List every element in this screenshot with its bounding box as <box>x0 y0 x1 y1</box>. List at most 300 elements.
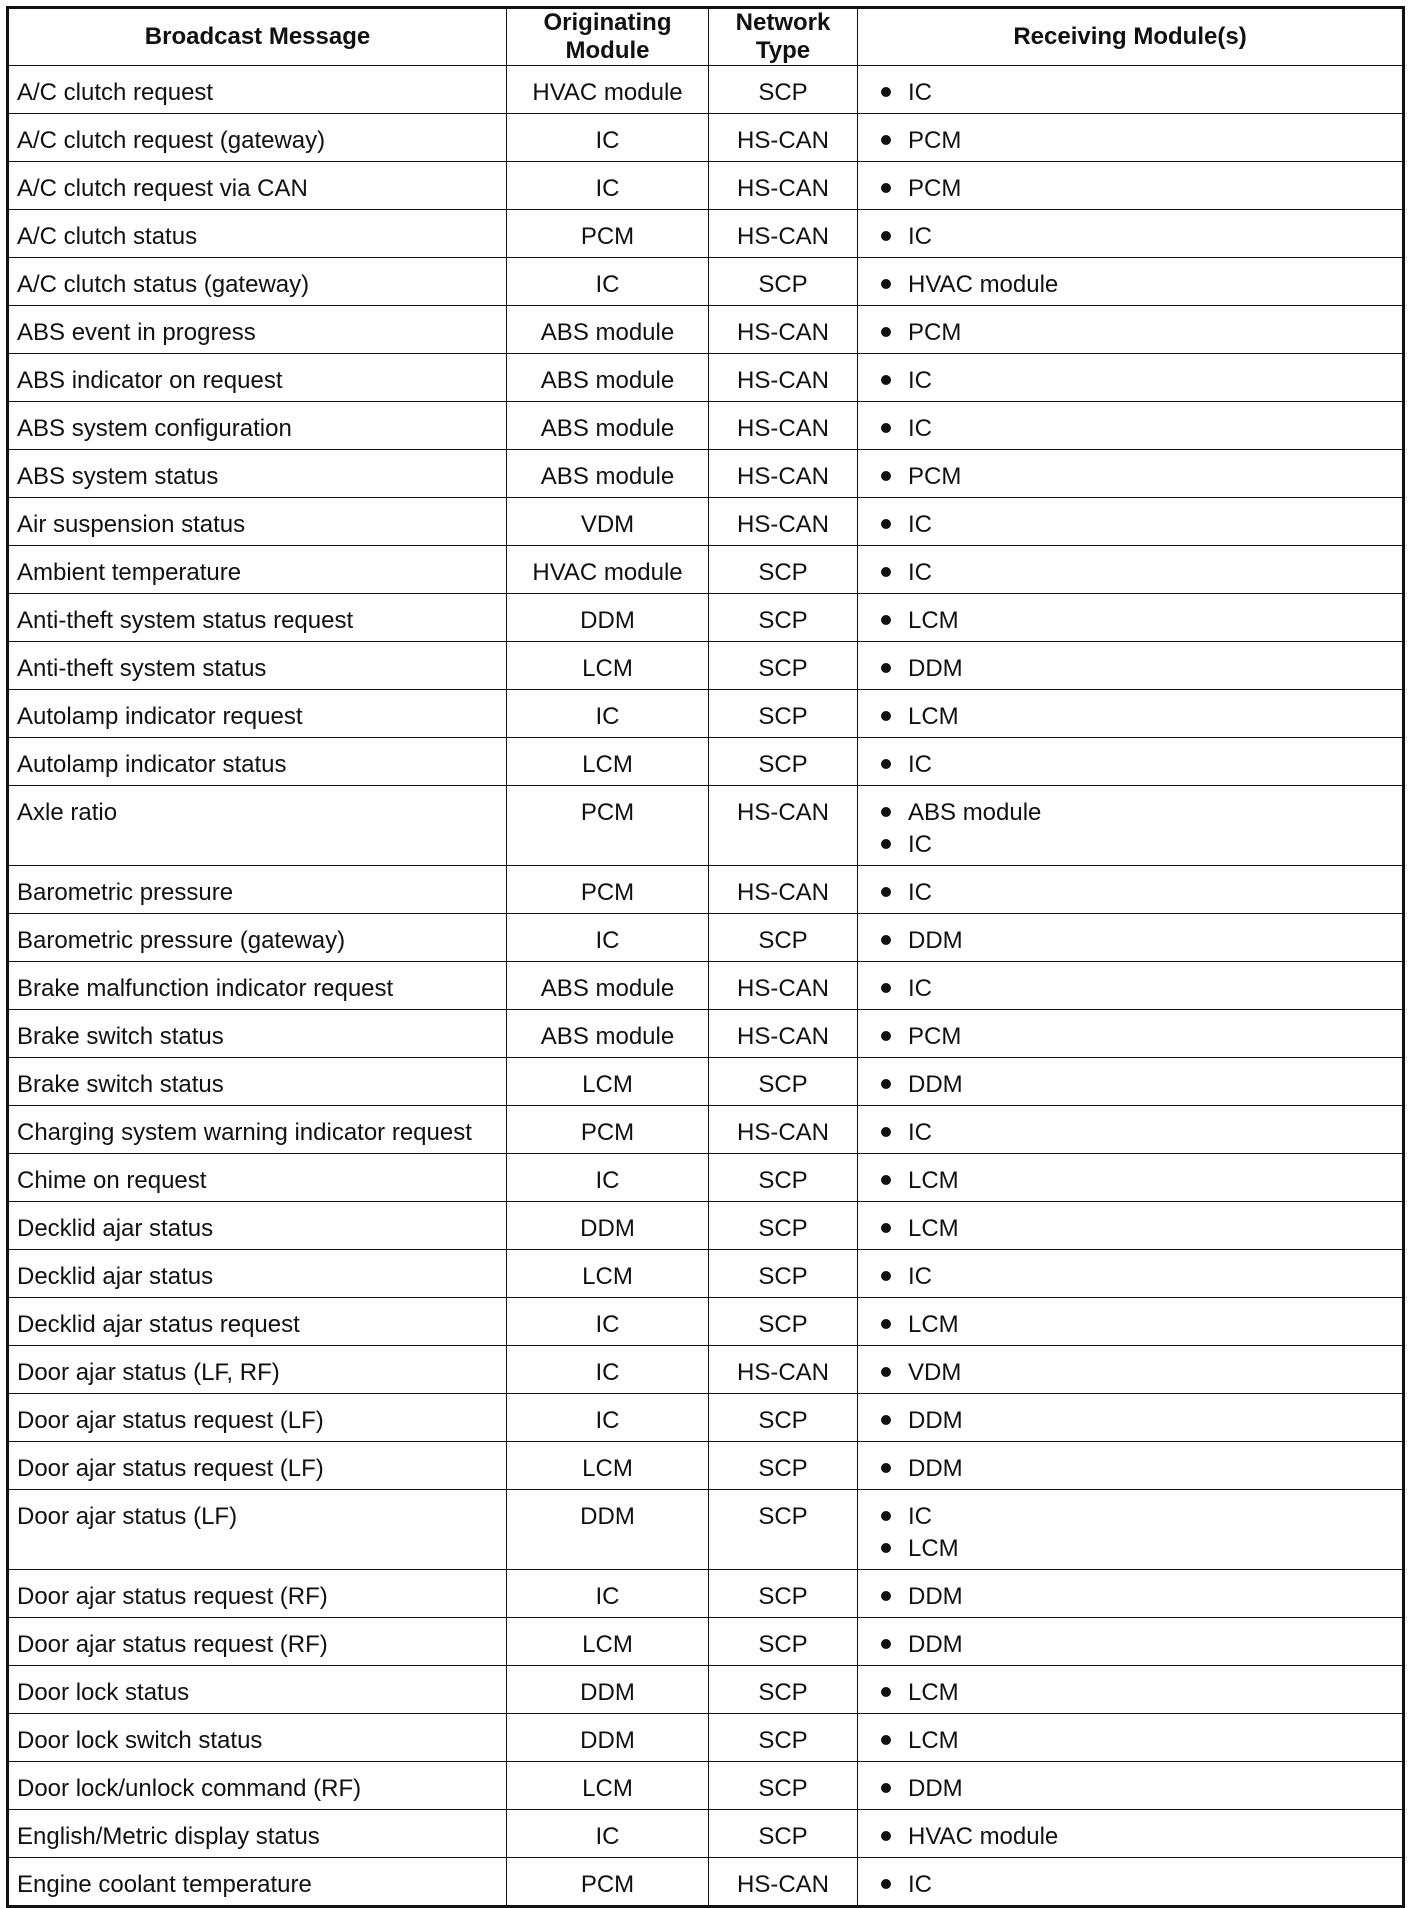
receiving-module-item <box>881 1213 1402 1245</box>
network-type-cell: SCP <box>709 594 858 642</box>
table-row <box>8 962 1404 1010</box>
table-row <box>8 450 1404 498</box>
receiving-modules-cell <box>858 1010 1404 1058</box>
receiving-module-label: LCM <box>908 1311 959 1338</box>
receiving-modules-cell <box>858 162 1404 210</box>
receiving-module-label: LCM <box>908 1215 959 1242</box>
table-row <box>8 1346 1404 1394</box>
message-cell: Brake switch status <box>8 1058 507 1106</box>
broadcast-message-table <box>6 6 1405 1908</box>
receiving-modules-cell <box>858 786 1404 866</box>
network-type-cell: HS-CAN <box>709 786 858 866</box>
bullet-icon <box>881 183 891 193</box>
bullet-icon <box>881 711 891 721</box>
message-cell: ABS system configuration <box>8 402 507 450</box>
receiving-module-item <box>881 1357 1402 1389</box>
table-row <box>8 1394 1404 1442</box>
message-cell: Door ajar status request (RF) <box>8 1570 507 1618</box>
message-cell: ABS system status <box>8 450 507 498</box>
originating-module-cell: LCM <box>507 642 709 690</box>
table-row <box>8 114 1404 162</box>
receiving-module-item <box>881 365 1402 397</box>
receiving-module-label: PCM <box>908 127 962 154</box>
table-row <box>8 1762 1404 1810</box>
receiving-module-label: IC <box>908 1871 932 1898</box>
receiving-module-item <box>881 1725 1402 1757</box>
originating-module-cell: PCM <box>507 210 709 258</box>
receiving-module-item <box>881 1117 1402 1149</box>
receiving-module-item <box>881 413 1402 445</box>
receiving-modules-cell <box>858 450 1404 498</box>
bullet-icon <box>881 983 891 993</box>
bullet-icon <box>881 1415 891 1425</box>
message-cell: Barometric pressure <box>8 866 507 914</box>
message-cell: Ambient temperature <box>8 546 507 594</box>
receiving-module-label: LCM <box>908 1167 959 1194</box>
network-type-cell: HS-CAN <box>709 210 858 258</box>
table-row <box>8 402 1404 450</box>
message-cell: Brake malfunction indicator request <box>8 962 507 1010</box>
table-row <box>8 1858 1404 1907</box>
network-type-cell: SCP <box>709 914 858 962</box>
receiving-modules-cell <box>858 1762 1404 1810</box>
originating-module-cell: IC <box>507 914 709 962</box>
network-type-cell: SCP <box>709 642 858 690</box>
receiving-module-item <box>881 461 1402 493</box>
message-cell: Door lock status <box>8 1666 507 1714</box>
message-cell: Door ajar status (LF, RF) <box>8 1346 507 1394</box>
network-type-cell: HS-CAN <box>709 1106 858 1154</box>
receiving-modules-cell <box>858 1618 1404 1666</box>
receiving-modules-cell <box>858 1666 1404 1714</box>
originating-module-cell: LCM <box>507 1058 709 1106</box>
originating-module-cell: PCM <box>507 1106 709 1154</box>
receiving-module-item <box>881 173 1402 205</box>
receiving-module-item <box>881 125 1402 157</box>
header-broadcast-message: Broadcast Message <box>8 8 507 66</box>
header-row <box>8 8 1404 66</box>
receiving-module-item <box>881 509 1402 541</box>
bullet-icon <box>881 1543 891 1553</box>
bullet-icon <box>881 1175 891 1185</box>
bullet-icon <box>881 567 891 577</box>
table-row <box>8 1442 1404 1490</box>
network-type-cell: HS-CAN <box>709 162 858 210</box>
message-cell: Anti-theft system status request <box>8 594 507 642</box>
bullet-icon <box>881 135 891 145</box>
receiving-module-item <box>881 749 1402 781</box>
table-row <box>8 594 1404 642</box>
message-cell: Autolamp indicator status <box>8 738 507 786</box>
receiving-module-label: IC <box>908 879 932 906</box>
message-cell: Door lock/unlock command (RF) <box>8 1762 507 1810</box>
receiving-modules-cell <box>858 866 1404 914</box>
receiving-module-item <box>881 1773 1402 1805</box>
bullet-icon <box>881 1831 891 1841</box>
receiving-modules-cell <box>858 1250 1404 1298</box>
network-type-cell: HS-CAN <box>709 354 858 402</box>
table-row <box>8 498 1404 546</box>
originating-module-cell: LCM <box>507 738 709 786</box>
originating-module-cell: DDM <box>507 1490 709 1570</box>
receiving-module-label: PCM <box>908 1023 962 1050</box>
network-type-cell: HS-CAN <box>709 1010 858 1058</box>
receiving-modules-cell <box>858 66 1404 114</box>
originating-module-cell: LCM <box>507 1442 709 1490</box>
bullet-icon <box>881 935 891 945</box>
receiving-module-label: IC <box>908 223 932 250</box>
network-type-cell: SCP <box>709 1394 858 1442</box>
originating-module-cell: VDM <box>507 498 709 546</box>
table-row <box>8 914 1404 962</box>
network-type-cell: HS-CAN <box>709 1858 858 1907</box>
message-cell: Chime on request <box>8 1154 507 1202</box>
bullet-icon <box>881 663 891 673</box>
message-cell: Decklid ajar status request <box>8 1298 507 1346</box>
receiving-modules-cell <box>858 114 1404 162</box>
receiving-modules-cell <box>858 1346 1404 1394</box>
originating-module-cell: HVAC module <box>507 546 709 594</box>
receiving-module-item <box>881 1405 1402 1437</box>
bullet-icon <box>881 839 891 849</box>
receiving-module-label: IC <box>908 1263 932 1290</box>
network-type-cell: SCP <box>709 1202 858 1250</box>
network-type-cell: SCP <box>709 1810 858 1858</box>
bullet-icon <box>881 615 891 625</box>
table-row <box>8 738 1404 786</box>
bullet-icon <box>881 887 891 897</box>
originating-module-cell: IC <box>507 1570 709 1618</box>
originating-module-cell: DDM <box>507 1666 709 1714</box>
receiving-module-label: LCM <box>908 607 959 634</box>
table-row <box>8 1250 1404 1298</box>
network-type-cell: SCP <box>709 1154 858 1202</box>
originating-module-cell: IC <box>507 1154 709 1202</box>
network-type-cell: HS-CAN <box>709 1346 858 1394</box>
bullet-icon <box>881 327 891 337</box>
receiving-module-item <box>881 653 1402 685</box>
originating-module-cell: ABS module <box>507 962 709 1010</box>
receiving-module-label: DDM <box>908 1583 963 1610</box>
network-type-cell: SCP <box>709 1666 858 1714</box>
table-row <box>8 1058 1404 1106</box>
receiving-modules-cell <box>858 962 1404 1010</box>
receiving-modules-cell <box>858 1570 1404 1618</box>
message-cell: ABS event in progress <box>8 306 507 354</box>
receiving-module-item <box>881 1309 1402 1341</box>
receiving-modules-cell <box>858 258 1404 306</box>
receiving-module-item <box>881 1533 1402 1565</box>
bullet-icon <box>881 1127 891 1137</box>
bullet-icon <box>881 1271 891 1281</box>
network-type-cell: SCP <box>709 1762 858 1810</box>
network-type-cell: HS-CAN <box>709 962 858 1010</box>
bullet-icon <box>881 1511 891 1521</box>
table-row <box>8 1666 1404 1714</box>
receiving-module-label: IC <box>908 831 932 858</box>
bullet-icon <box>881 231 891 241</box>
table-row <box>8 306 1404 354</box>
bullet-icon <box>881 1591 891 1601</box>
receiving-module-item <box>881 1821 1402 1853</box>
receiving-modules-cell <box>858 1394 1404 1442</box>
originating-module-cell: DDM <box>507 1714 709 1762</box>
receiving-module-item <box>881 557 1402 589</box>
table-row <box>8 866 1404 914</box>
receiving-module-label: IC <box>908 751 932 778</box>
originating-module-cell: PCM <box>507 866 709 914</box>
table-row <box>8 690 1404 738</box>
message-cell: Air suspension status <box>8 498 507 546</box>
receiving-module-label: IC <box>908 1503 932 1530</box>
bullet-icon <box>881 519 891 529</box>
table-row <box>8 642 1404 690</box>
table-row <box>8 66 1404 114</box>
network-type-cell: SCP <box>709 1490 858 1570</box>
table-row <box>8 786 1404 866</box>
originating-module-cell: LCM <box>507 1762 709 1810</box>
originating-module-cell: IC <box>507 162 709 210</box>
receiving-module-label: DDM <box>908 1407 963 1434</box>
message-cell: A/C clutch request via CAN <box>8 162 507 210</box>
network-type-cell: SCP <box>709 546 858 594</box>
network-type-cell: SCP <box>709 690 858 738</box>
receiving-modules-cell <box>858 1714 1404 1762</box>
receiving-modules-cell <box>858 690 1404 738</box>
receiving-module-label: ABS module <box>908 799 1042 826</box>
receiving-module-label: HVAC module <box>908 271 1059 298</box>
receiving-modules-cell <box>858 306 1404 354</box>
table-row <box>8 1714 1404 1762</box>
table-row <box>8 1618 1404 1666</box>
message-cell: Door ajar status (LF) <box>8 1490 507 1570</box>
receiving-modules-cell <box>858 1106 1404 1154</box>
receiving-module-label: IC <box>908 367 932 394</box>
receiving-module-item <box>881 605 1402 637</box>
network-type-cell: HS-CAN <box>709 114 858 162</box>
message-cell: A/C clutch request <box>8 66 507 114</box>
receiving-module-item <box>881 701 1402 733</box>
originating-module-cell: LCM <box>507 1250 709 1298</box>
message-cell: English/Metric display status <box>8 1810 507 1858</box>
receiving-module-item <box>881 1501 1402 1533</box>
receiving-module-item <box>881 1021 1402 1053</box>
receiving-modules-cell <box>858 1202 1404 1250</box>
originating-module-cell: ABS module <box>507 354 709 402</box>
header-receiving-modules: Receiving Module(s) <box>858 8 1404 66</box>
bullet-icon <box>881 1735 891 1745</box>
receiving-module-item <box>881 1165 1402 1197</box>
table-row <box>8 354 1404 402</box>
originating-module-cell: DDM <box>507 1202 709 1250</box>
originating-module-cell: IC <box>507 1298 709 1346</box>
message-cell: Decklid ajar status <box>8 1250 507 1298</box>
bullet-icon <box>881 1223 891 1233</box>
originating-module-cell: IC <box>507 258 709 306</box>
table-row <box>8 162 1404 210</box>
receiving-modules-cell <box>858 546 1404 594</box>
bullet-icon <box>881 1367 891 1377</box>
receiving-module-item <box>881 797 1402 829</box>
bullet-icon <box>881 1079 891 1089</box>
network-type-cell: SCP <box>709 1442 858 1490</box>
receiving-module-item <box>881 1581 1402 1613</box>
receiving-modules-cell <box>858 210 1404 258</box>
message-cell: Barometric pressure (gateway) <box>8 914 507 962</box>
header-originating-module: Originating Module <box>507 8 709 66</box>
receiving-module-label: IC <box>908 415 932 442</box>
originating-module-cell: ABS module <box>507 450 709 498</box>
network-type-cell: HS-CAN <box>709 866 858 914</box>
header-network-type: Network Type <box>709 8 858 66</box>
originating-module-cell: ABS module <box>507 1010 709 1058</box>
message-cell: Anti-theft system status <box>8 642 507 690</box>
receiving-module-label: PCM <box>908 175 962 202</box>
receiving-module-label: IC <box>908 975 932 1002</box>
receiving-modules-cell <box>858 1442 1404 1490</box>
receiving-module-item <box>881 1069 1402 1101</box>
receiving-module-item <box>881 1629 1402 1661</box>
network-type-cell: SCP <box>709 1618 858 1666</box>
receiving-module-label: LCM <box>908 1679 959 1706</box>
network-type-cell: SCP <box>709 1714 858 1762</box>
receiving-module-label: DDM <box>908 1631 963 1658</box>
bullet-icon <box>881 1639 891 1649</box>
originating-module-cell: IC <box>507 114 709 162</box>
receiving-module-label: DDM <box>908 927 963 954</box>
table-row <box>8 1490 1404 1570</box>
message-cell: Brake switch status <box>8 1010 507 1058</box>
network-type-cell: SCP <box>709 258 858 306</box>
receiving-modules-cell <box>858 1298 1404 1346</box>
table-row <box>8 1298 1404 1346</box>
table-row <box>8 546 1404 594</box>
receiving-module-label: DDM <box>908 1775 963 1802</box>
table-row <box>8 258 1404 306</box>
receiving-module-item <box>881 1453 1402 1485</box>
message-cell: ABS indicator on request <box>8 354 507 402</box>
message-cell: A/C clutch status <box>8 210 507 258</box>
originating-module-cell: PCM <box>507 786 709 866</box>
receiving-module-item <box>881 925 1402 957</box>
network-type-cell: SCP <box>709 1058 858 1106</box>
network-type-cell: HS-CAN <box>709 450 858 498</box>
table-body <box>8 66 1404 1907</box>
receiving-module-label: LCM <box>908 1727 959 1754</box>
receiving-module-item <box>881 221 1402 253</box>
receiving-modules-cell <box>858 594 1404 642</box>
originating-module-cell: ABS module <box>507 306 709 354</box>
receiving-module-label: VDM <box>908 1359 962 1386</box>
bullet-icon <box>881 1687 891 1697</box>
receiving-modules-cell <box>858 1058 1404 1106</box>
message-cell: Door ajar status request (LF) <box>8 1442 507 1490</box>
receiving-module-label: DDM <box>908 1455 963 1482</box>
table-row <box>8 210 1404 258</box>
bullet-icon <box>881 1463 891 1473</box>
bullet-icon <box>881 279 891 289</box>
network-type-cell: HS-CAN <box>709 306 858 354</box>
message-cell: Axle ratio <box>8 786 507 866</box>
network-type-cell: HS-CAN <box>709 498 858 546</box>
table-row <box>8 1106 1404 1154</box>
originating-module-cell: DDM <box>507 594 709 642</box>
table-row <box>8 1010 1404 1058</box>
originating-module-cell: IC <box>507 1394 709 1442</box>
receiving-modules-cell <box>858 738 1404 786</box>
network-type-cell: SCP <box>709 738 858 786</box>
message-cell: Decklid ajar status <box>8 1202 507 1250</box>
receiving-modules-cell <box>858 1154 1404 1202</box>
bullet-icon <box>881 1879 891 1889</box>
receiving-module-item <box>881 829 1402 861</box>
originating-module-cell: HVAC module <box>507 66 709 114</box>
receiving-module-label: PCM <box>908 463 962 490</box>
receiving-modules-cell <box>858 402 1404 450</box>
originating-module-cell: IC <box>507 1810 709 1858</box>
receiving-modules-cell <box>858 642 1404 690</box>
receiving-module-item <box>881 1869 1402 1901</box>
message-cell: Autolamp indicator request <box>8 690 507 738</box>
receiving-module-label: IC <box>908 79 932 106</box>
originating-module-cell: IC <box>507 690 709 738</box>
message-cell: Engine coolant temperature <box>8 1858 507 1907</box>
table-row <box>8 1810 1404 1858</box>
receiving-module-label: LCM <box>908 1535 959 1562</box>
receiving-modules-cell <box>858 1490 1404 1570</box>
originating-module-cell: IC <box>507 1346 709 1394</box>
receiving-module-item <box>881 1677 1402 1709</box>
receiving-module-item <box>881 269 1402 301</box>
originating-module-cell: PCM <box>507 1858 709 1907</box>
bullet-icon <box>881 375 891 385</box>
receiving-module-label: IC <box>908 511 932 538</box>
receiving-module-label: PCM <box>908 319 962 346</box>
bullet-icon <box>881 471 891 481</box>
network-type-cell: SCP <box>709 66 858 114</box>
receiving-modules-cell <box>858 1810 1404 1858</box>
bullet-icon <box>881 1031 891 1041</box>
receiving-module-label: LCM <box>908 703 959 730</box>
network-type-cell: SCP <box>709 1570 858 1618</box>
network-type-cell: SCP <box>709 1298 858 1346</box>
receiving-module-item <box>881 1261 1402 1293</box>
message-cell: Door ajar status request (RF) <box>8 1618 507 1666</box>
receiving-modules-cell <box>858 498 1404 546</box>
message-cell: Door ajar status request (LF) <box>8 1394 507 1442</box>
message-cell: Charging system warning indicator request <box>8 1106 507 1154</box>
bullet-icon <box>881 423 891 433</box>
receiving-modules-cell <box>858 914 1404 962</box>
bullet-icon <box>881 759 891 769</box>
bullet-icon <box>881 87 891 97</box>
receiving-module-label: IC <box>908 559 932 586</box>
originating-module-cell: ABS module <box>507 402 709 450</box>
receiving-module-label: DDM <box>908 655 963 682</box>
bullet-icon <box>881 1319 891 1329</box>
bullet-icon <box>881 1783 891 1793</box>
table-row <box>8 1202 1404 1250</box>
receiving-module-item <box>881 973 1402 1005</box>
receiving-module-label: DDM <box>908 1071 963 1098</box>
receiving-modules-cell <box>858 354 1404 402</box>
message-cell: A/C clutch status (gateway) <box>8 258 507 306</box>
receiving-module-label: IC <box>908 1119 932 1146</box>
originating-module-cell: LCM <box>507 1618 709 1666</box>
message-cell: A/C clutch request (gateway) <box>8 114 507 162</box>
receiving-module-label: HVAC module <box>908 1823 1059 1850</box>
table-row <box>8 1154 1404 1202</box>
